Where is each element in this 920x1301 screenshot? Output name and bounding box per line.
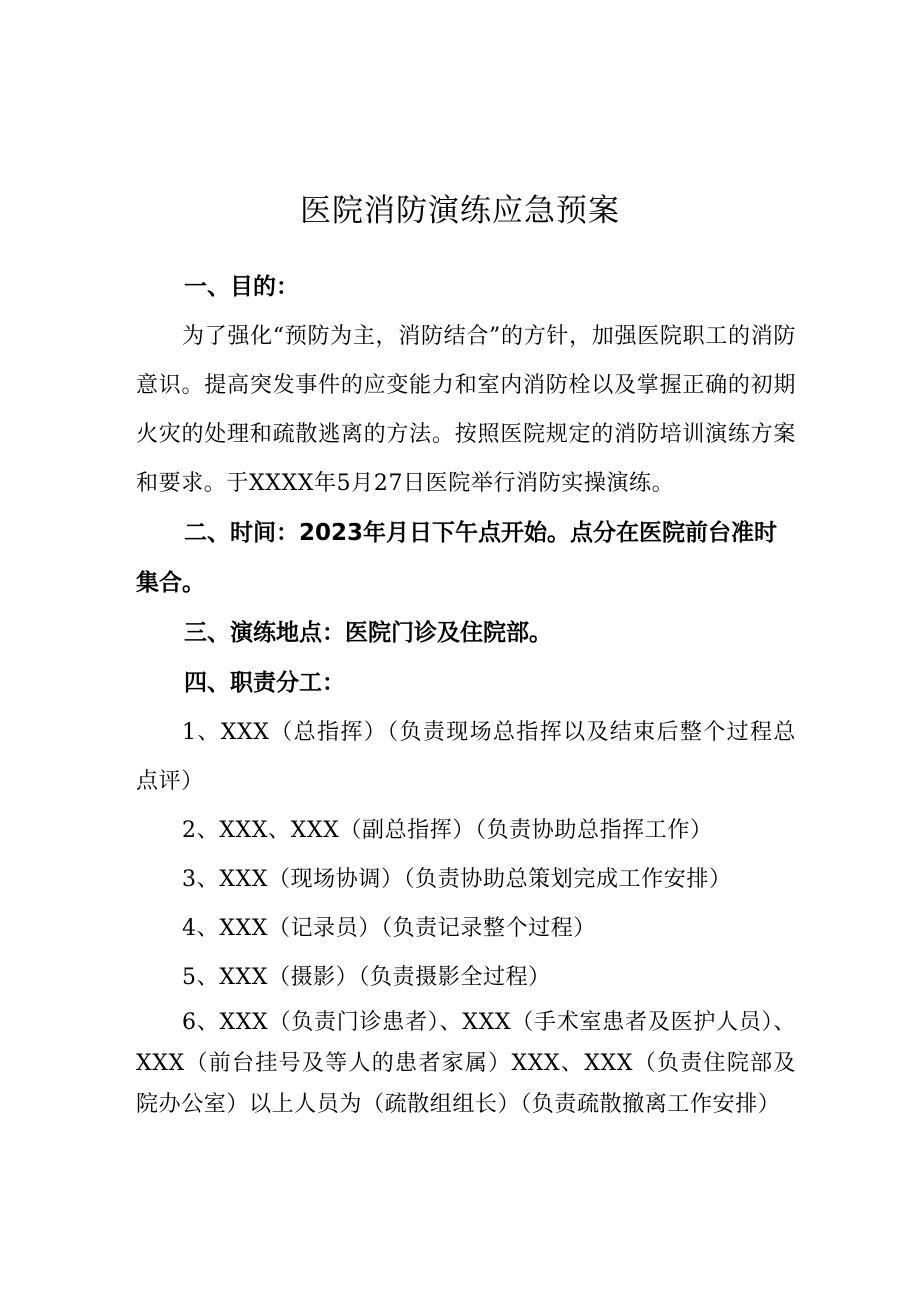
duty-item-1: 1、XXX（总指挥）（负责现场总指挥以及结束后整个过程总点评） <box>136 720 796 794</box>
location-paragraph: 三、演练地点：医院门诊及住院部。 <box>184 620 552 646</box>
purpose-paragraph: 为了强化“预防为主，消防结合”的方针，加强医院职工的消防意识。提高突发事件的应变能力和室内消防栓以及掌握正确的初期火灾的处理和疏散逃离的方法。按照医院规定的消防培训演练方案和要求。于XXXX年5月27日医院举行消防实操演练。 <box>136 324 796 496</box>
document-body <box>136 262 796 1125</box>
document-title: 医院消防演练应急预案 <box>300 192 620 229</box>
time-paragraph: 二、时间：2023年月日下午点开始。点分在医院前台准时集合。 <box>136 520 778 596</box>
duty-item-6: 6、XXX（负责门诊患者）、XXX（手术室患者及医护人员）、XXX（前台挂号及等人的患者家属）XXX、XXX（负责住院部及院办公室）以上人员为（疏散组组长）（负责疏散撤离工作安排） <box>136 1010 796 1117</box>
duty-item-4: 4、XXX（记录员）（负责记录整个过程） <box>182 916 596 941</box>
duty-item-5: 5、XXX（摄影）（负责摄影全过程） <box>182 965 551 990</box>
duties-heading: 四、职责分工： <box>184 670 345 696</box>
purpose-heading: 一、目的： <box>184 274 299 300</box>
duty-item-2: 2、XXX、XXX（副总指挥）（负责协助总指挥工作） <box>182 818 713 843</box>
duty-item-3: 3、XXX（现场协调）（负责协助总策划完成工作安排） <box>182 867 732 892</box>
